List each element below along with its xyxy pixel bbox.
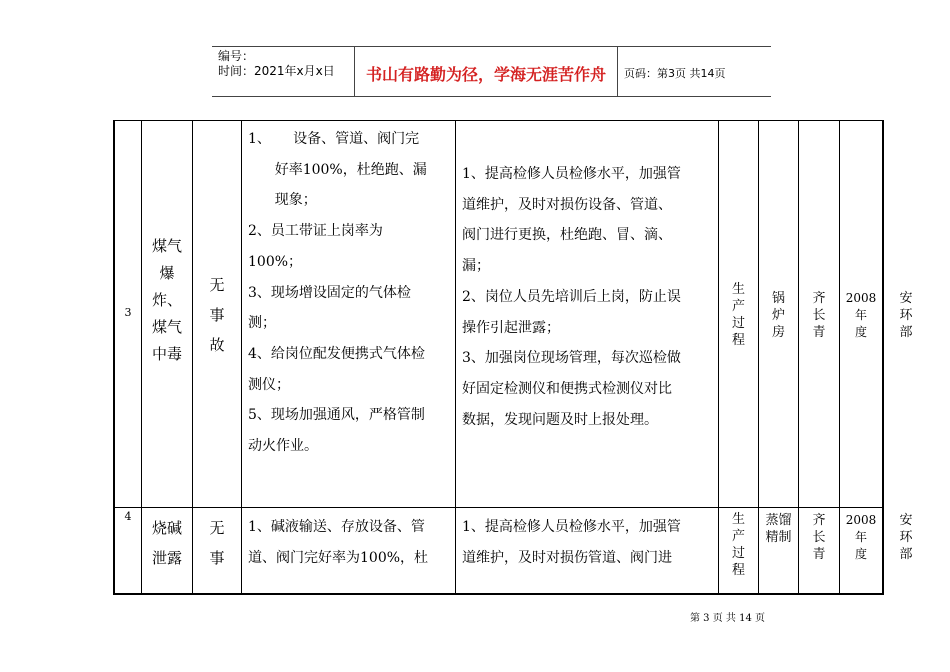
- col-line: [241, 120, 242, 595]
- hazard-cell: 烧碱 泄露: [151, 519, 182, 567]
- header-number-label: 编号：: [218, 49, 255, 63]
- table-bottom-border: [113, 593, 883, 595]
- header-top-rule: [212, 46, 771, 47]
- header-page-label: 页码：第3页 共14页: [624, 67, 726, 80]
- actions-cell: 1、提高检修人员检修水平，加强管 道维护，及时对损伤设备、管道、 阀门进行更换，杜绝跑、冒、滴、 漏； 2、岗位人员先培训后上岗，防止误 操作引起泄露； 3、加强岗位现场管理，每次巡检做 好固定检测仪和便携式检测仪对比 数据，发现问题及时上报处理。: [462, 166, 681, 428]
- process-cell: 生 产 过 程: [731, 512, 745, 578]
- header-divider-right: [617, 46, 618, 97]
- measures-cell: 1、 设备、管道、阀门完 好率100%，杜绝跑、漏 现象； 2、员工带证上岗率为 100%； 3、现场增设固定的气体检 测； 4、给岗位配发便携式气体检 测仪； 5、现场加强通风，严格管制 动火作业。: [248, 131, 427, 455]
- goal-cell: 无 事 故: [209, 276, 225, 354]
- person-cell: 齐 长 青: [812, 291, 826, 340]
- goal-cell: 无 事: [209, 519, 225, 567]
- location-cell: 锅 炉 房: [771, 291, 785, 340]
- dept-cell: 安 环 部: [899, 291, 913, 340]
- location-cell: 蒸馏 精制: [765, 513, 792, 545]
- year-cell: 2008 年 度: [845, 513, 877, 561]
- hazard-cell: 煤气 爆 炸、 煤气 中毒: [151, 237, 182, 363]
- dept-cell: 安 环 部: [899, 513, 913, 562]
- table-top-border: [113, 120, 883, 121]
- process-cell: 生 产 过 程: [731, 282, 745, 348]
- header-bottom-rule: [212, 96, 771, 97]
- row-index: 4: [124, 510, 132, 523]
- person-cell: 齐 长 青: [812, 513, 826, 562]
- header-meta: [218, 49, 335, 79]
- measures-cell: 1、碱液输送、存放设备、管 道、阀门完好率为100%，杜: [248, 519, 429, 566]
- year-cell: 2008 年 度: [845, 291, 877, 339]
- header-time-label: 时间：2021年x月x日: [218, 64, 335, 78]
- actions-cell: 1、提高检修人员检修水平，加强管 道维护，及时对损伤管道、阀门进: [462, 519, 681, 566]
- col-line: [455, 120, 456, 595]
- page-footer: 第 3 页 共 14 页: [690, 613, 765, 624]
- col-line: [113, 120, 115, 595]
- header-motto: 书山有路勤为径，学海无涯苦作舟: [365, 65, 606, 84]
- row-index: 3: [124, 306, 132, 319]
- row-divider: [113, 507, 883, 508]
